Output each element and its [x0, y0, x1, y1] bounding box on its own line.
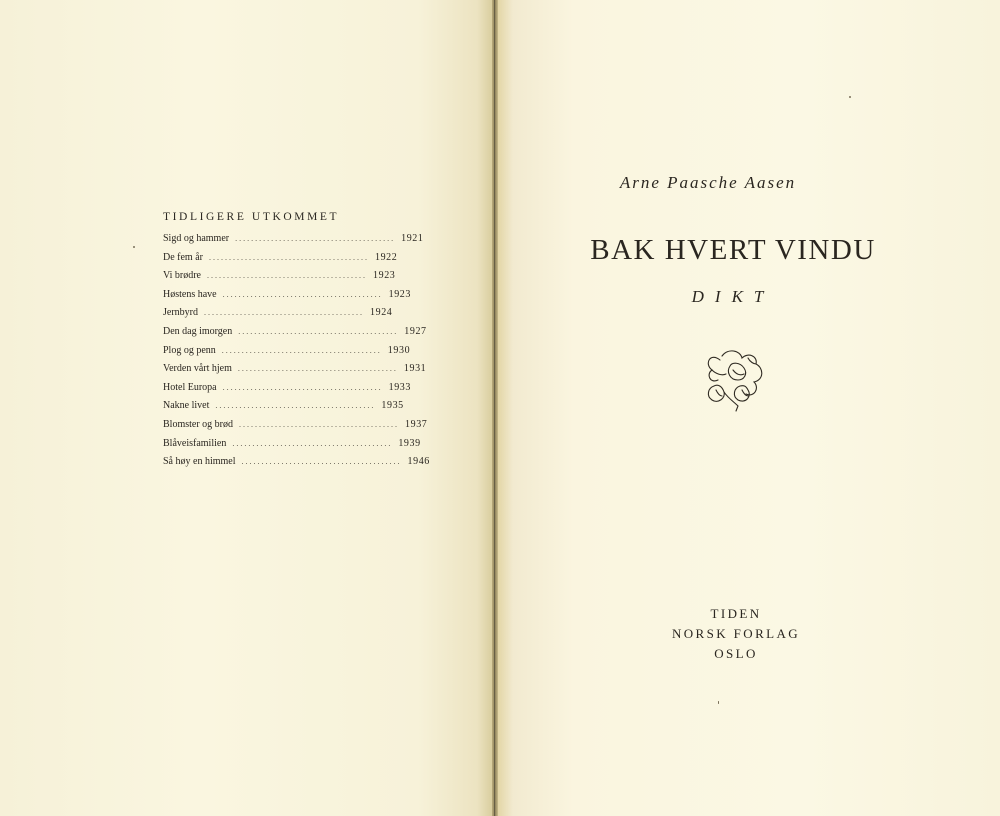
work-title: Nakne livet: [163, 400, 210, 412]
work-entry: [163, 251, 398, 271]
work-entry: [163, 307, 393, 326]
leader-dots: ........................................: [208, 252, 369, 262]
book-subtitle: DIKT: [691, 287, 775, 306]
left-page: [0, 0, 492, 816]
work-entry: [163, 270, 396, 289]
work-year: 1923: [373, 270, 396, 282]
leader-dots: ........................................: [239, 419, 399, 429]
author-name: Arne Paasche Aasen: [619, 173, 797, 192]
work-title: Verden vårt hjem: [163, 363, 232, 375]
paper-speck: [133, 246, 135, 248]
work-year: 1946: [407, 456, 430, 468]
paper-speck: [718, 701, 719, 704]
publisher-line-3: OSLO: [714, 646, 758, 661]
work-entry: [163, 456, 430, 475]
paper-speck: [849, 96, 851, 98]
work-year: 1939: [398, 437, 421, 449]
list-heading: TIDLIGERE UTKOMMET: [163, 211, 340, 223]
leaf-vignette-icon: [700, 346, 770, 412]
work-entry: [163, 400, 404, 419]
work-title: Blåveisfamilien: [163, 437, 227, 449]
work-year: 1923: [388, 288, 412, 300]
leader-dots: ........................................: [222, 382, 383, 392]
work-year: 1931: [403, 363, 427, 375]
work-year: 1921: [401, 233, 424, 244]
work-year: 1927: [404, 325, 427, 337]
publisher-line-2: NORSK FORLAG: [671, 626, 801, 641]
work-title: De fem år: [163, 251, 203, 263]
leader-dots: ........................................: [215, 401, 376, 411]
leader-dots: ........................................: [207, 271, 367, 281]
work-title: Den dag imorgen: [163, 325, 233, 337]
work-year: 1924: [370, 307, 393, 319]
work-entry: [163, 418, 428, 438]
work-title: Høstens have: [163, 288, 217, 300]
work-entry: [163, 344, 411, 364]
works-entries: [163, 233, 430, 475]
work-title: Så høy en himmel: [163, 456, 236, 468]
work-year: 1935: [381, 400, 404, 412]
leader-dots: ........................................: [235, 234, 396, 243]
work-entry: [163, 363, 427, 382]
work-title: Vi brødre: [163, 270, 201, 282]
work-entry: [163, 325, 427, 345]
work-entry: [163, 233, 424, 252]
leader-dots: ........................................: [221, 345, 382, 355]
work-entry: [163, 288, 412, 308]
leader-dots: ........................................: [237, 364, 398, 374]
work-year: 1922: [374, 251, 398, 263]
publisher-block: [586, 604, 886, 664]
work-title: Sigd og hammer: [163, 233, 230, 244]
work-year: 1930: [387, 344, 411, 356]
publisher-line-1: TIDEN: [710, 606, 762, 621]
work-title: Hotel Europa: [163, 381, 217, 393]
leader-dots: ........................................: [222, 289, 383, 299]
book-title: BAK HVERT VINDU: [590, 234, 876, 266]
work-entry: [163, 381, 411, 401]
work-year: 1933: [388, 381, 411, 393]
work-title: Blomster og brød: [163, 418, 233, 430]
previous-works-list: [163, 211, 430, 475]
leader-dots: ........................................: [232, 438, 393, 448]
leader-dots: ........................................: [204, 308, 364, 318]
leader-dots: ........................................: [241, 457, 402, 467]
work-title: Plog og penn: [163, 344, 216, 356]
leader-dots: ........................................: [238, 326, 399, 336]
work-title: Jernbyrd: [163, 307, 198, 319]
gutter-fold-line: [494, 0, 495, 816]
work-year: 1937: [405, 418, 428, 430]
work-entry: [163, 437, 421, 457]
